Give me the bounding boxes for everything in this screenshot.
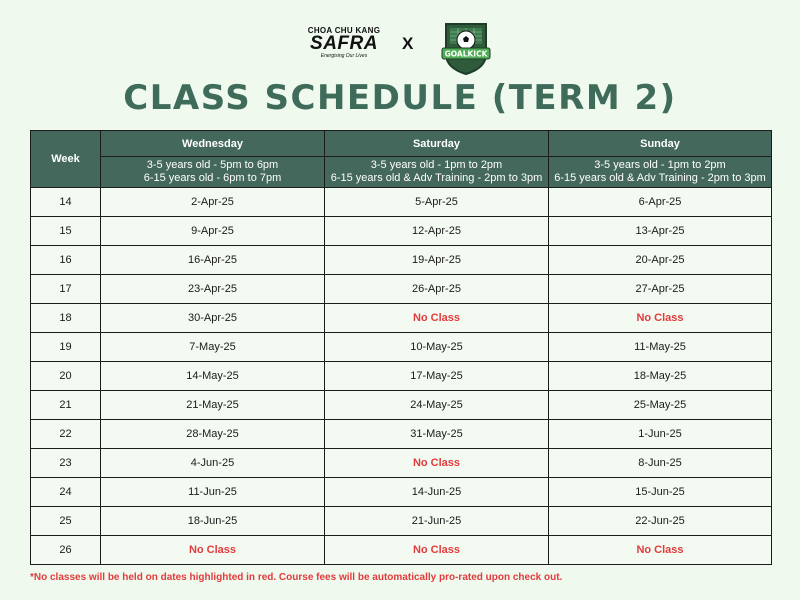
week-cell: 18: [31, 304, 101, 333]
goalkick-logo-text: GOALKICK: [444, 49, 488, 59]
sunday-date-cell: 27-Apr-25: [549, 275, 772, 304]
wednesday-date-cell: 9-Apr-25: [101, 217, 325, 246]
wednesday-date-cell: 23-Apr-25: [101, 275, 325, 304]
saturday-date-cell: No Class: [325, 449, 549, 478]
sunday-date-cell: 15-Jun-25: [549, 478, 772, 507]
saturday-date-cell: No Class: [325, 304, 549, 333]
wednesday-date-cell: 28-May-25: [101, 420, 325, 449]
saturday-date-cell: 17-May-25: [325, 362, 549, 391]
table-row: [31, 246, 772, 275]
week-cell: 14: [31, 188, 101, 217]
wednesday-date-cell: 21-May-25: [101, 391, 325, 420]
page-title: CLASS SCHEDULE (TERM 2): [123, 78, 677, 118]
saturday-date-cell: 24-May-25: [325, 391, 549, 420]
sunday-date-cell: 6-Apr-25: [549, 188, 772, 217]
wednesday-date-cell: 30-Apr-25: [101, 304, 325, 333]
wednesday-date-cell: 11-Jun-25: [101, 478, 325, 507]
week-cell: 24: [31, 478, 101, 507]
wednesday-date-cell: 14-May-25: [101, 362, 325, 391]
sunday-date-cell: 25-May-25: [549, 391, 772, 420]
wednesday-date-cell: 2-Apr-25: [101, 188, 325, 217]
sunday-date-cell: No Class: [549, 536, 772, 565]
wednesday-date-cell: No Class: [101, 536, 325, 565]
time-slot-line: 3-5 years old - 1pm to 2pm: [594, 159, 726, 171]
time-slots-saturday: [325, 157, 549, 188]
saturday-date-cell: 12-Apr-25: [325, 217, 549, 246]
time-slots-wednesday: [101, 157, 325, 188]
time-slot-line: 6-15 years old & Adv Training - 2pm to 3pm: [554, 172, 766, 184]
saturday-date-cell: 21-Jun-25: [325, 507, 549, 536]
table-row: [31, 478, 772, 507]
sunday-date-cell: 18-May-25: [549, 362, 772, 391]
safra-logo-top: CHOA CHU KANG: [307, 26, 381, 35]
footnote: *No classes will be held on dates highlighted in red. Course fees will be automatically pro-rated upon check out.: [30, 572, 563, 583]
week-cell: 16: [31, 246, 101, 275]
time-slot-line: 3-5 years old - 5pm to 6pm: [146, 159, 279, 171]
safra-logo-tagline: Energising Our Lives: [320, 53, 368, 59]
table-row: [31, 391, 772, 420]
wednesday-date-cell: 7-May-25: [101, 333, 325, 362]
week-cell: 26: [31, 536, 101, 565]
table-row: [31, 362, 772, 391]
time-slot-line: 3-5 years old - 1pm to 2pm: [370, 159, 503, 171]
day-header-saturday: Saturday: [325, 131, 549, 157]
table-row: [31, 536, 772, 565]
table-row: [31, 449, 772, 478]
table-row: [31, 420, 772, 449]
safra-logo: [300, 26, 388, 59]
week-cell: 15: [31, 217, 101, 246]
week-cell: 22: [31, 420, 101, 449]
saturday-date-cell: 19-Apr-25: [325, 246, 549, 275]
time-slot-line: 6-15 years old - 6pm to 7pm: [143, 172, 282, 184]
saturday-date-cell: 10-May-25: [325, 333, 549, 362]
week-cell: 20: [31, 362, 101, 391]
wednesday-date-cell: 18-Jun-25: [101, 507, 325, 536]
week-cell: 21: [31, 391, 101, 420]
sunday-date-cell: 22-Jun-25: [549, 507, 772, 536]
wednesday-date-cell: 4-Jun-25: [101, 449, 325, 478]
saturday-date-cell: 5-Apr-25: [325, 188, 549, 217]
wednesday-date-cell: 16-Apr-25: [101, 246, 325, 275]
table-row: [31, 304, 772, 333]
time-slot-line: 6-15 years old & Adv Training - 2pm to 3pm: [330, 172, 543, 184]
collab-x: X: [402, 34, 414, 53]
safra-logo-name: SAFRA: [310, 33, 378, 54]
saturday-date-cell: No Class: [325, 536, 549, 565]
week-cell: 23: [31, 449, 101, 478]
week-cell: 19: [31, 333, 101, 362]
schedule-table: [30, 130, 772, 565]
time-slots-sunday: [549, 157, 772, 188]
table-row: [31, 507, 772, 536]
week-header: Week: [31, 131, 101, 188]
table-row: [31, 275, 772, 304]
logo-bar: [0, 20, 800, 76]
sunday-date-cell: 11-May-25: [549, 333, 772, 362]
sunday-date-cell: 1-Jun-25: [549, 420, 772, 449]
table-row: [31, 188, 772, 217]
table-row: [31, 333, 772, 362]
table-row: [31, 217, 772, 246]
sunday-date-cell: No Class: [549, 304, 772, 333]
week-cell: 25: [31, 507, 101, 536]
saturday-date-cell: 31-May-25: [325, 420, 549, 449]
sunday-date-cell: 13-Apr-25: [549, 217, 772, 246]
sunday-date-cell: 20-Apr-25: [549, 246, 772, 275]
day-header-wednesday: Wednesday: [101, 131, 325, 157]
day-header-sunday: Sunday: [549, 131, 772, 157]
saturday-date-cell: 14-Jun-25: [325, 478, 549, 507]
sunday-date-cell: 8-Jun-25: [549, 449, 772, 478]
saturday-date-cell: 26-Apr-25: [325, 275, 549, 304]
week-cell: 17: [31, 275, 101, 304]
goalkick-logo: [438, 20, 494, 76]
